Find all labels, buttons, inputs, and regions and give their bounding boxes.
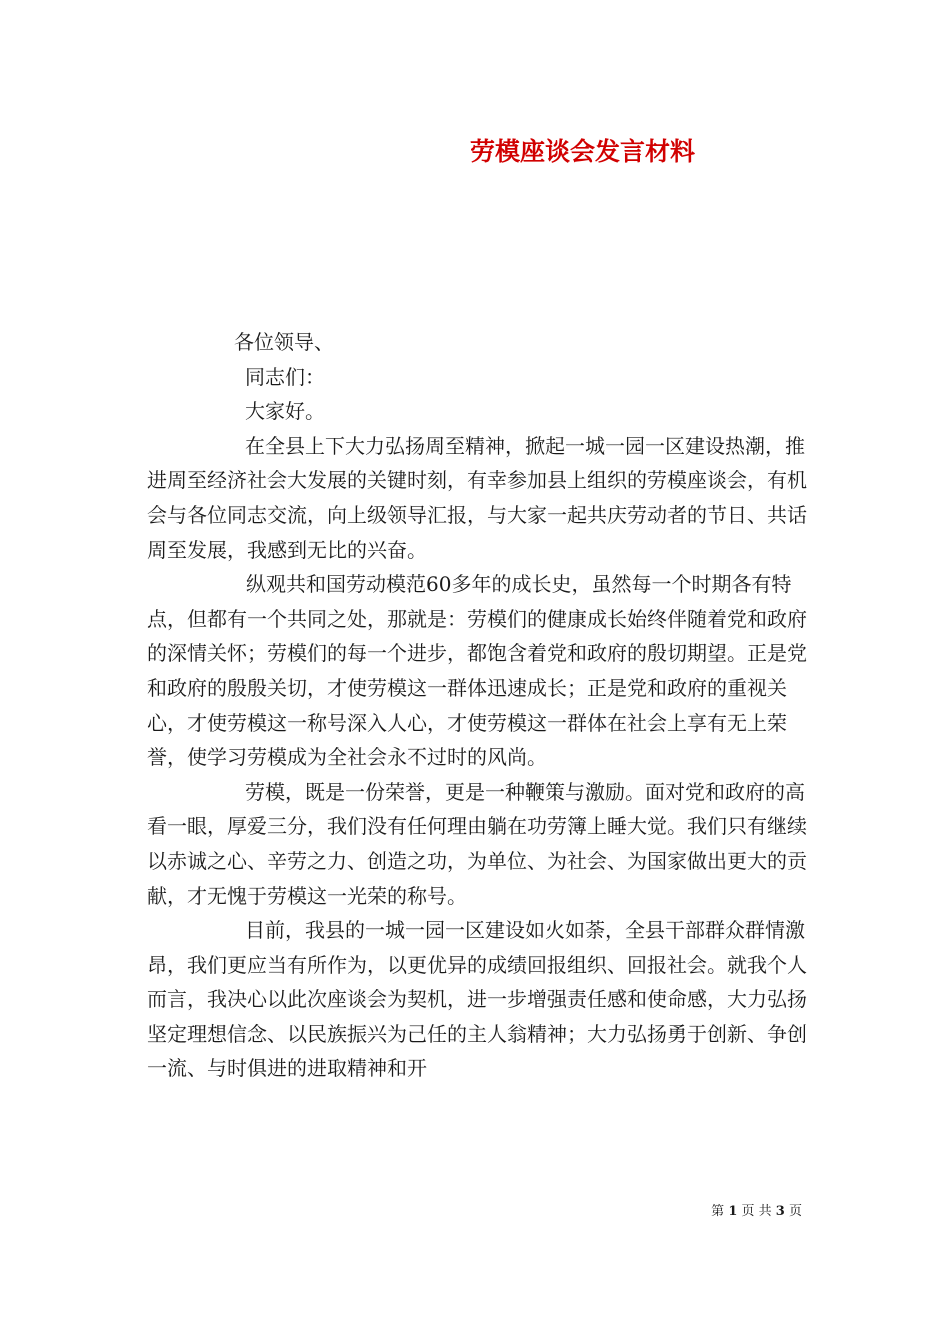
footer-total-pages: 3 — [775, 1204, 785, 1219]
document-body — [147, 325, 819, 1086]
footer-suffix: 页 — [788, 1204, 802, 1219]
paragraph-2: 纵观共和国劳动模范60多年的成长史，虽然每一个时期各有特点，但都有一个共同之处，那就是：劳模们的健康成长始终伴随着党和政府的深情关怀；劳模们的每一个进步，都饱含着党和政府的殷切期望。正是党和政府的殷殷关切，才使劳模这一群体迅速成长；正是党和政府的重视关心，才使劳模这一称号深入人心，才使劳模这一群体在社会上享有无上荣誉，使学习劳模成为全社会永不过时的风尚。 — [147, 572, 807, 770]
document-title: 劳模座谈会发言材料 — [470, 137, 696, 166]
footer-middle: 页 共 — [741, 1204, 772, 1219]
salutation-greeting: 大家好。 — [245, 399, 325, 424]
footer-prefix: 第 — [711, 1204, 725, 1219]
paragraph-3: 劳模，既是一份荣誉，更是一种鞭策与激励。面对党和政府的高看一眼，厚爱三分，我们没有任何理由躺在功劳簿上睡大觉。我们只有继续以赤诚之心、辛劳之力、创造之功，为单位、为社会、为国家做出更大的贡献，才无愧于劳模这一光荣的称号。 — [147, 779, 807, 908]
paragraph-1: 在全县上下大力弘扬周至精神，掀起一城一园一区建设热潮，推进周至经济社会大发展的关键时刻，有幸参加县上组织的劳模座谈会，有机会与各位同志交流，向上级领导汇报，与大家一起共庆劳动者的节日、共话周至发展，我感到无比的兴奋。 — [147, 433, 807, 562]
salutation-leaders: 各位领导、 — [234, 330, 334, 354]
salutation-comrades: 同志们： — [245, 364, 325, 389]
footer-page-number: 1 — [728, 1204, 738, 1219]
paragraph-4: 目前，我县的一城一园一区建设如火如荼，全县干部群众群情激昂，我们更应当有所作为，以更优异的成绩回报组织、回报社会。就我个人而言，我决心以此次座谈会为契机，进一步增强责任感和使命感，大力弘扬坚定理想信念、以民族振兴为己任的主人翁精神；大力弘扬勇于创新、争创一流、与时俱进的进取精神和开 — [147, 918, 807, 1081]
page-footer — [711, 1202, 802, 1222]
